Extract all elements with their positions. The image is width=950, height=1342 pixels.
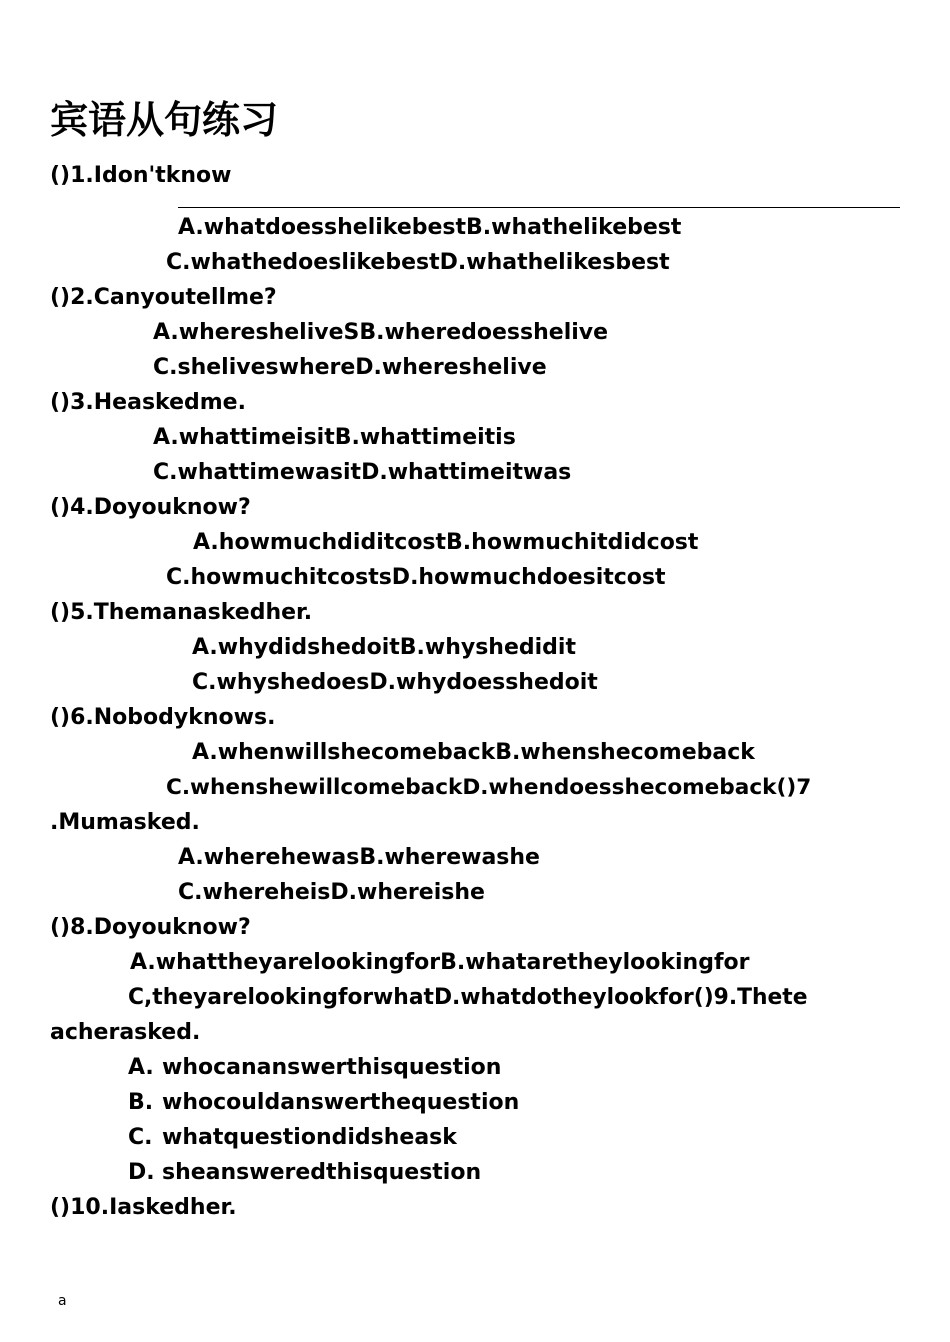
option-label: C. xyxy=(128,1125,153,1150)
question-5-options-cd: C.whyshedoesD.whydoesshedoit xyxy=(192,670,598,695)
question-8: ()8.Doyouknow? xyxy=(50,915,251,940)
question-10: ()10.Iaskedher. xyxy=(50,1195,237,1220)
answer-blank-line xyxy=(178,207,900,208)
question-1-options-cd: C.whathedoeslikebestD.whathelikesbest xyxy=(166,250,670,275)
option-text: whocananswerthisquestion xyxy=(162,1055,502,1080)
question-6-options-cd: C.whenshewillcomebackD.whendoesshecomeback()7 xyxy=(166,775,812,800)
question-4-options-ab: A.howmuchdiditcostB.howmuchitdidcost xyxy=(193,530,699,555)
question-9-option-b xyxy=(128,1085,519,1120)
option-text: whocouldanswerthequestion xyxy=(162,1090,520,1115)
question-2-options-ab: A.wheresheliveSB.wheredoesshelive xyxy=(153,320,609,345)
question-3-options-cd: C.whattimewasitD.whattimeitwas xyxy=(153,460,572,485)
option-label: A. xyxy=(128,1055,154,1080)
question-8-options-ab: A.whattheyarelookingforB.whataretheylookingfor xyxy=(130,950,750,975)
question-5-options-ab: A.whydidshedoitB.whyshedidit xyxy=(192,635,576,660)
question-2-options-cd: C.sheliveswhereD.whereshelive xyxy=(153,355,547,380)
question-7-options-cd: C.whereheisD.whereishe xyxy=(178,880,485,905)
question-9-option-a xyxy=(128,1050,501,1085)
question-9-option-d xyxy=(128,1155,481,1190)
question-4-options-cd: C.howmuchitcostsD.howmuchdoesitcost xyxy=(166,565,666,590)
question-6-options-ab: A.whenwillshecomebackB.whenshecomeback xyxy=(192,740,755,765)
option-label: D. xyxy=(128,1160,155,1185)
question-9: acherasked. xyxy=(50,1020,201,1045)
question-6: ()6.Nobodyknows. xyxy=(50,705,276,730)
page-footer: a xyxy=(58,1293,67,1309)
option-text: whatquestiondidsheask xyxy=(162,1125,457,1150)
question-3-options-ab: A.whattimeisitB.whattimeitis xyxy=(153,425,516,450)
question-2: ()2.Canyoutellme? xyxy=(50,285,277,310)
question-7: .Mumasked. xyxy=(50,810,200,835)
question-4: ()4.Doyouknow? xyxy=(50,495,251,520)
question-1: ()1.Idon'tknow xyxy=(50,163,232,188)
question-8-options-cd: C,theyarelookingforwhatD.whatdotheylookfor()9.Thete xyxy=(128,985,808,1010)
question-3: ()3.Heaskedme. xyxy=(50,390,246,415)
option-text: sheansweredthisquestion xyxy=(162,1160,482,1185)
question-5: ()5.Themanaskedher. xyxy=(50,600,313,625)
question-9-option-c xyxy=(128,1120,457,1155)
option-label: B. xyxy=(128,1090,154,1115)
page-title: 宾语从句练习 xyxy=(50,98,279,142)
question-1-options-ab: A.whatdoesshelikebestB.whathelikebest xyxy=(178,215,682,240)
question-7-options-ab: A.wherehewasB.wherewashe xyxy=(178,845,540,870)
